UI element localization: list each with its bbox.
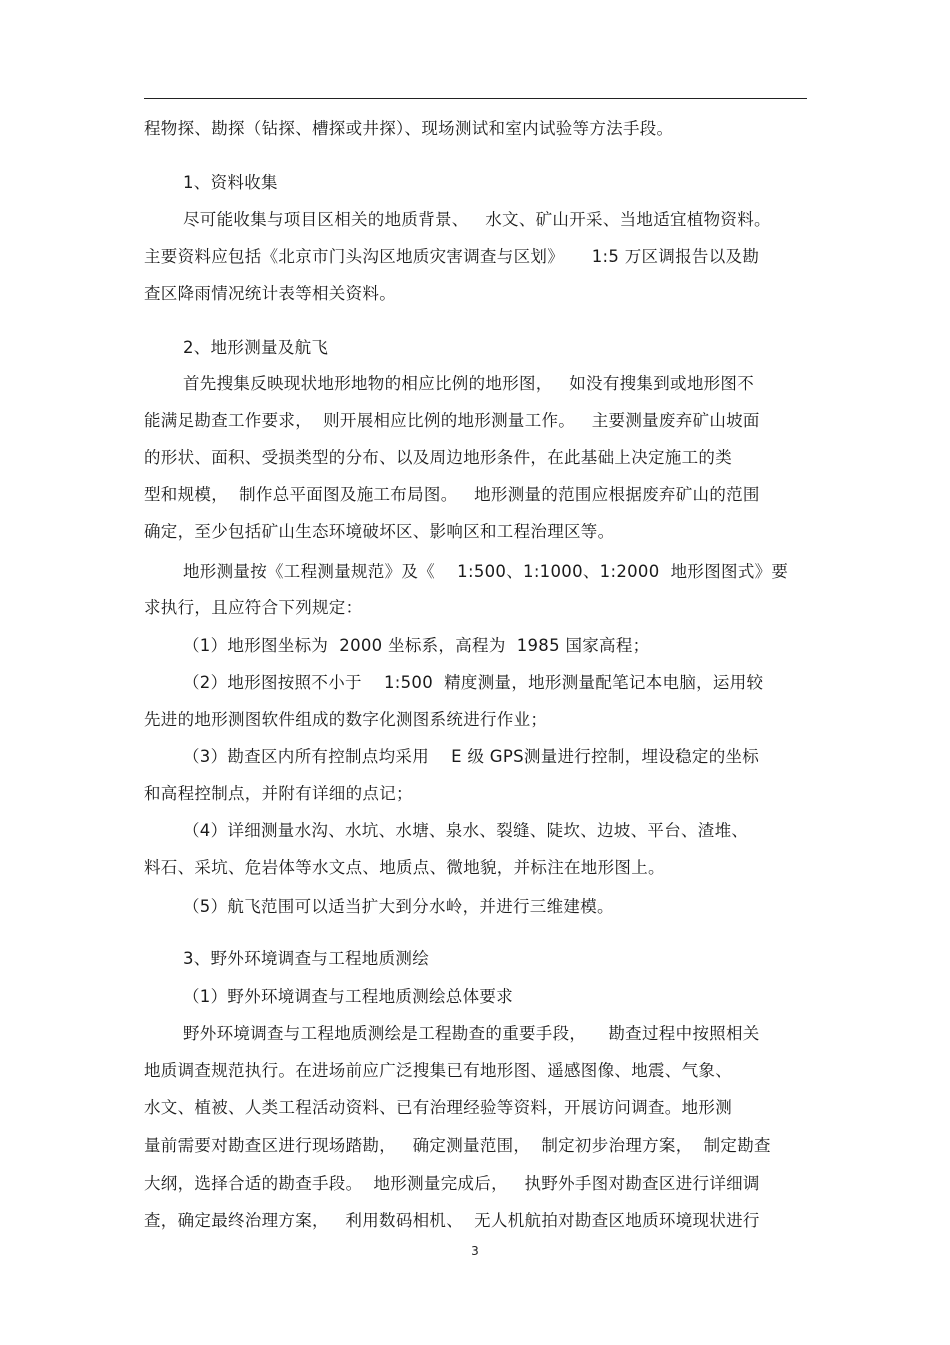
text-line: 查区降雨情况统计表等相关资料。: [144, 284, 396, 303]
text-line: 首先搜集反映现状地形地物的相应比例的地形图， 如没有搜集到或地形图不: [183, 374, 755, 393]
text-line: 查，确定最终治理方案， 利用数码相机、 无人机航拍对勘查区地质环境现状进行: [144, 1211, 760, 1230]
text-line: 的形状、面积、受损类型的分布、以及周边地形条件，在此基础上决定施工的类: [144, 448, 732, 467]
list-item: （2）地形图按照不小于 1:500 精度测量，地形测量配笔记本电脑，运用较: [183, 673, 764, 692]
list-item: （3）勘查区内所有控制点均采用 E 级 GPS测量进行控制，埋设稳定的坐标: [183, 747, 760, 766]
page-number: 3: [471, 1244, 479, 1258]
text-line: 求执行，且应符合下列规定：: [144, 598, 363, 617]
section-heading: 1、资料收集: [183, 173, 278, 192]
text-line: 地质调查规范执行。在进场前应广泛搜集已有地形图、遥感图像、地震、气象、: [144, 1061, 732, 1080]
text-line: 料石、采坑、危岩体等水文点、地质点、微地貌，并标注在地形图上。: [144, 858, 665, 877]
text-line: 大纲，选择合适的勘查手段。 地形测量完成后， 执野外手图对勘查区进行详细调: [144, 1174, 760, 1193]
text-line: 地形测量按《工程测量规范》及《 1:500、1:1000、1:2000 地形图图式》要: [183, 562, 789, 581]
text-line: 型和规模， 制作总平面图及施工布局图。 地形测量的范围应根据废弃矿山的范围: [144, 485, 760, 504]
text-line: 量前需要对勘查区进行现场踏勘， 确定测量范围， 制定初步治理方案， 制定勘查: [144, 1136, 771, 1155]
text-line: 程物探、勘探（钻探、槽探或井探）、现场测试和室内试验等方法手段。: [144, 119, 674, 138]
text-line: 先进的地形测图软件组成的数字化测图系统进行作业；: [144, 710, 548, 729]
list-item: （5）航飞范围可以适当扩大到分水岭，并进行三维建模。: [183, 897, 614, 916]
text-line: 尽可能收集与项目区相关的地质背景、 水文、矿山开采、当地适宜植物资料。: [183, 210, 771, 229]
section-heading: 2、地形测量及航飞: [183, 338, 329, 357]
text-line: 和高程控制点，并附有详细的点记；: [144, 784, 413, 803]
list-item: （1）地形图坐标为 2000 坐标系，高程为 1985 国家高程；: [183, 636, 650, 655]
text-line: 确定，至少包括矿山生态环境破坏区、影响区和工程治理区等。: [144, 522, 615, 541]
text-line: 能满足勘查工作要求， 则开展相应比例的地形测量工作。 主要测量废弃矿山坡面: [144, 411, 760, 430]
list-item: （4）详细测量水沟、水坑、水塘、泉水、裂缝、陡坎、边坡、平台、渣堆、: [183, 821, 749, 840]
text-line: 水文、植被、人类工程活动资料、已有治理经验等资料，开展访问调查。地形测: [144, 1098, 732, 1117]
subsection-heading: （1）野外环境调查与工程地质测绘总体要求: [183, 987, 513, 1006]
text-line: 主要资料应包括《北京市门头沟区地质灾害调查与区划》 1:5 万区调报告以及勘: [144, 247, 760, 266]
header-rule: [144, 98, 807, 99]
text-line: 野外环境调查与工程地质测绘是工程勘查的重要手段， 勘查过程中按照相关: [183, 1024, 760, 1043]
section-heading: 3、野外环境调查与工程地质测绘: [183, 949, 429, 968]
